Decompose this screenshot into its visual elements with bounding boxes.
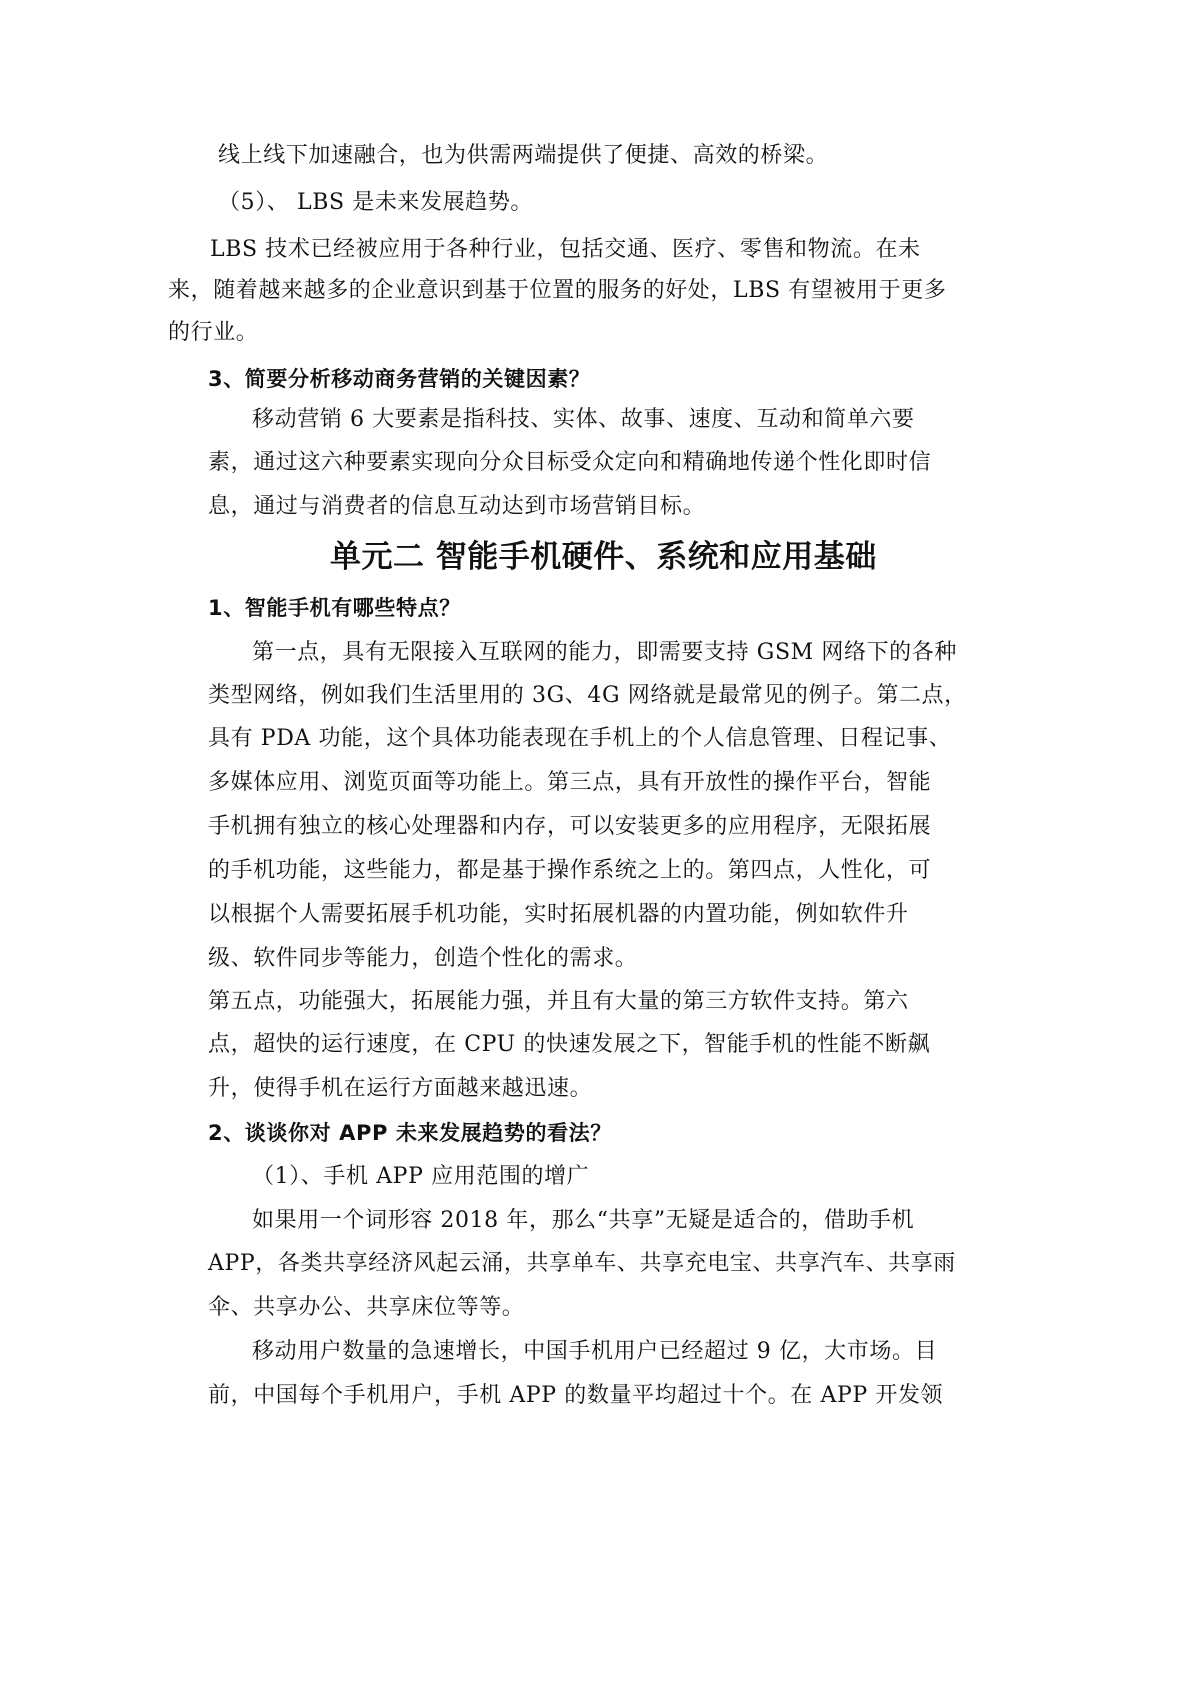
paragraph-line: 类型网络，例如我们生活里用的 3G、4G 网络就是最常见的例子。第二点， — [208, 683, 967, 708]
paragraph-line: 息，通过与消费者的信息互动达到市场营销目标。 — [208, 494, 706, 519]
paragraph-line: 的行业。 — [168, 320, 259, 345]
paragraph-line: 线上线下加速融合，也为供需两端提供了便捷、高效的桥梁。 — [218, 143, 829, 168]
paragraph-line: 点，超快的运行速度，在 CPU 的快速发展之下，智能手机的性能不断飙 — [208, 1032, 931, 1057]
paragraph-line: 级、软件同步等能力，创造个性化的需求。 — [208, 946, 638, 971]
paragraph-line: APP，各类共享经济风起云涌，共享单车、共享充电宝、共享汽车、共享雨 — [208, 1251, 956, 1276]
paragraph-line: 的手机功能，这些能力，都是基于操作系统之上的。第四点，人性化，可 — [208, 858, 932, 883]
paragraph-line: 第五点，功能强大，拓展能力强，并且有大量的第三方软件支持。第六 — [208, 989, 909, 1014]
paragraph-line: 多媒体应用、浏览页面等功能上。第三点，具有开放性的操作平台，智能 — [208, 770, 932, 795]
paragraph-line: LBS 技术已经被应用于各种行业，包括交通、医疗、零售和物流。在未 — [210, 237, 921, 262]
paragraph-line: 具有 PDA 功能，这个具体功能表现在手机上的个人信息管理、日程记事、 — [208, 726, 952, 751]
paragraph-line: 手机拥有独立的核心处理器和内存，可以安装更多的应用程序，无限拓展 — [208, 814, 932, 839]
paragraph-line: 移动用户数量的急速增长，中国手机用户已经超过 9 亿，大市场。目 — [252, 1339, 938, 1364]
list-item-5: （5）、 LBS 是未来发展趋势。 — [218, 190, 534, 215]
section-title: 单元二 智能手机硬件、系统和应用基础 — [330, 539, 877, 575]
question-heading-2: 2、谈谈你对 APP 未来发展趋势的看法？ — [208, 1121, 612, 1145]
question-heading-1: 1、智能手机有哪些特点？ — [208, 596, 461, 620]
sub-heading: （1）、手机 APP 应用范围的增广 — [252, 1164, 590, 1189]
paragraph-line: 前，中国每个手机用户，手机 APP 的数量平均超过十个。在 APP 开发领 — [208, 1383, 944, 1408]
paragraph-line: 如果用一个词形容 2018 年，那么“共享”无疑是适合的，借助手机 — [252, 1208, 915, 1233]
paragraph-line: 来，随着越来越多的企业意识到基于位置的服务的好处，LBS 有望被用于更多 — [168, 278, 947, 303]
paragraph-line: 第一点，具有无限接入互联网的能力，即需要支持 GSM 网络下的各种 — [252, 640, 957, 665]
paragraph-line: 升，使得手机在运行方面越来越迅速。 — [208, 1076, 593, 1101]
paragraph-line: 伞、共享办公、共享床位等等。 — [208, 1295, 525, 1320]
paragraph-line: 素，通过这六种要素实现向分众目标受众定向和精确地传递个性化即时信 — [208, 450, 932, 475]
paragraph-line: 以根据个人需要拓展手机功能，实时拓展机器的内置功能，例如软件升 — [208, 902, 909, 927]
paragraph-line: 移动营销 6 大要素是指科技、实体、故事、速度、互动和简单六要 — [252, 407, 915, 432]
question-heading-3: 3、简要分析移动商务营销的关键因素？ — [208, 367, 591, 391]
